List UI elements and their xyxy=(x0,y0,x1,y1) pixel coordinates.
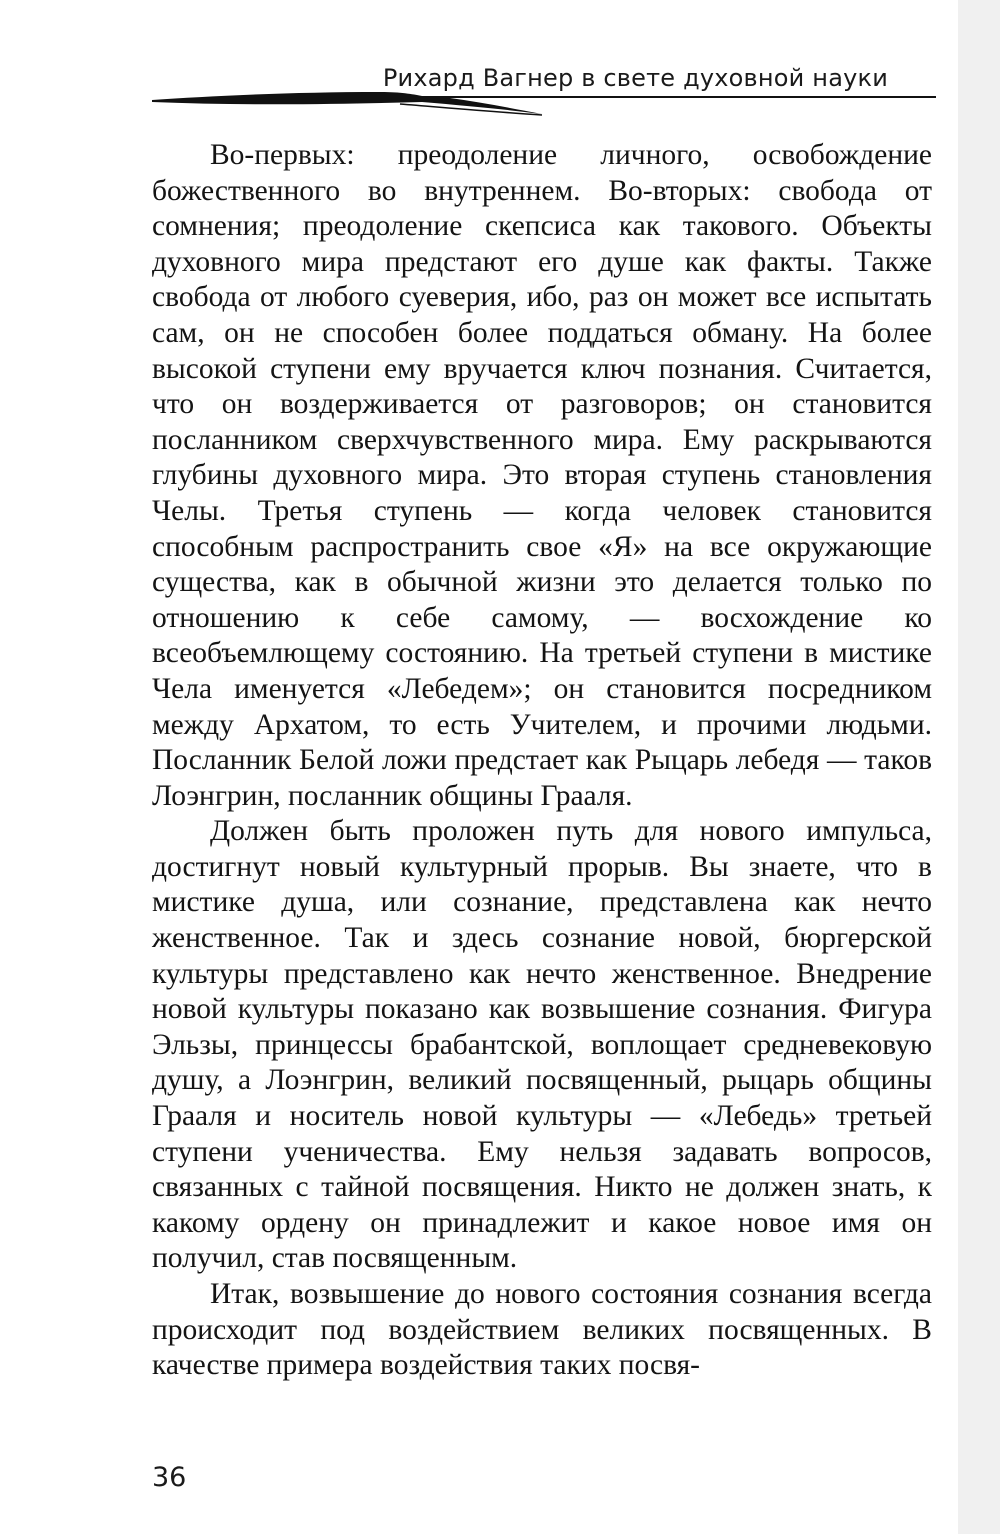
ornamental-head-rule xyxy=(150,86,940,120)
scan-edge-shade xyxy=(958,0,1000,1534)
page-number: 36 xyxy=(152,1462,187,1493)
paragraph-3: Итак, возвышение до нового состояния сознания всегда происходит под воздействием великих посвященных. В качестве примера воздействия таких посвя- xyxy=(152,1278,932,1382)
body-text xyxy=(152,138,932,1384)
paragraph-1: Во-первых: преодоление личного, освобождение божественного во внутреннем. Во-вторых: свобода от сомнения; преодоление скепсиса как такового. Объекты духовного мира предстают его душе как факты. Также свобода от любого суеверия, ибо, раз он может все испытать сам, он не способен более поддаться обману. На более высокой ступени ему вручается ключ познания. Считается, что он воздерживается от разговоров; он становится посланником сверхчувственного мира. Ему раскрываются глубины духовного мира. Это вторая ступень становления Челы. Третья ступень — когда человек становится способным распространить свое «Я» на все окружающие существа, как в обычной жизни это делается только по отношению к себе самому, — восхождение ко всеобъемлющему состоянию. На третьей ступени в мистике Чела именуется «Лебедем»; он становится посредником между Архатом, то есть Учителем, и прочими людьми. Посланник Белой ложи предстает как Рыцарь лебедя — таков Лоэнгрин, посланник общины Грааля. xyxy=(152,139,932,812)
paragraph-2: Должен быть проложен путь для нового импульса, достигнут новый культурный прорыв. Вы знаете, что в мистике душа, или сознание, представлена как нечто женственное. Так и здесь сознание новой, бюргерской культуры представлено как нечто женственное. Внедрение новой культуры показано как возвышение сознания. Фигура Эльзы, принцессы брабантской, воплощает средневековую душу, а Лоэнгрин, великий посвященный, рыцарь общины Грааля и носитель новой культуры — «Лебедь» третьей ступени ученичества. Ему нельзя задавать вопросов, связанных с тайной посвящения. Никто не должен знать, к какому ордену он принадлежит и какое новое имя он получил, став посвященным. xyxy=(152,815,932,1275)
running-head-title: Рихард Вагнер в свете духовной науки xyxy=(382,64,888,92)
head-rule-swash xyxy=(152,92,936,114)
